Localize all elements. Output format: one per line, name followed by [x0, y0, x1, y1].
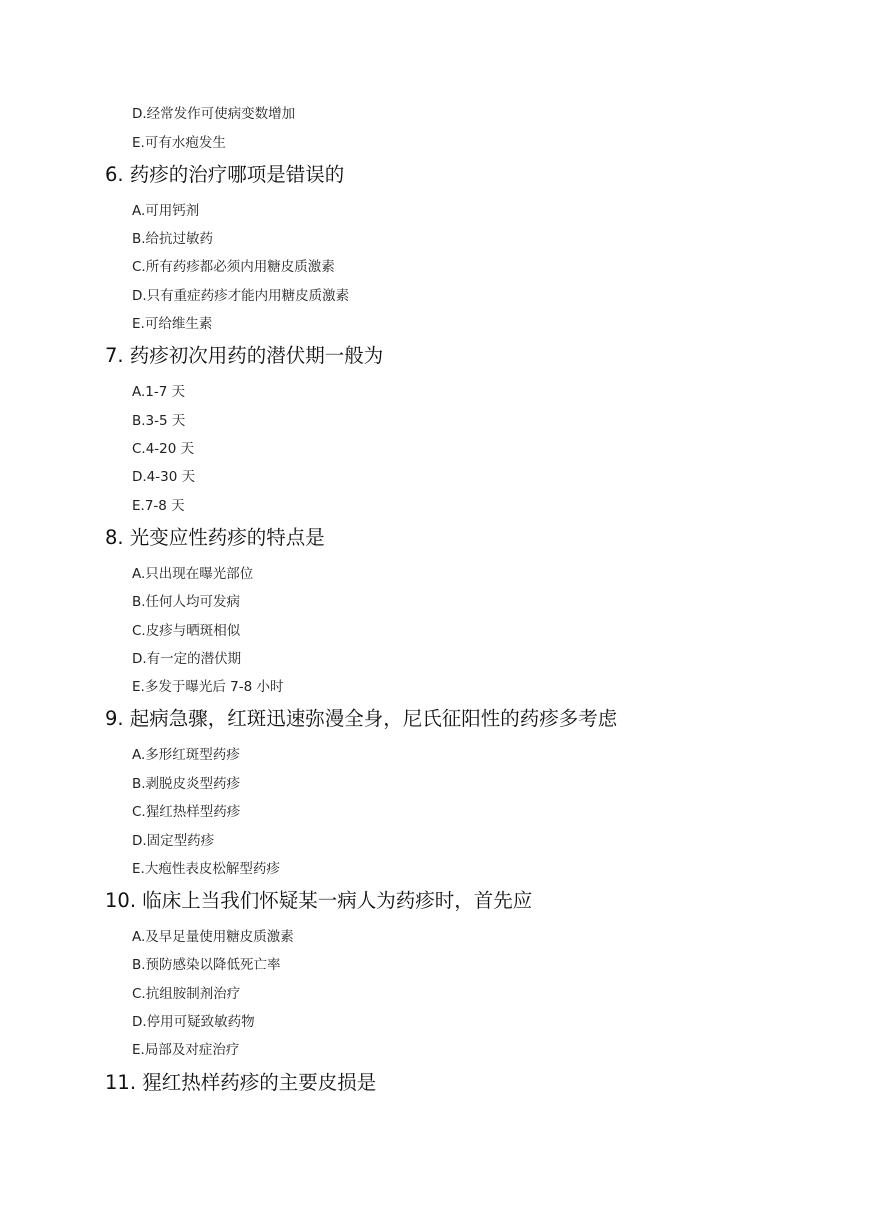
option-8b: B.任何人均可发病	[132, 594, 241, 610]
option-5e: E.可有水疱发生	[132, 135, 226, 151]
option-6e: E.可给维生素	[132, 316, 213, 332]
option-7e: E.7-8 天	[132, 498, 185, 514]
option-10a: A.及早足量使用糖皮质激素	[132, 929, 294, 945]
option-8c: C.皮疹与晒斑相似	[132, 623, 241, 639]
option-9a: A.多形红斑型药疹	[132, 747, 240, 763]
option-8a: A.只出现在曝光部位	[132, 566, 254, 582]
question-7: 7. 药疹初次用药的潜伏期一般为	[105, 344, 384, 367]
option-10c: C.抗组胺制剂治疗	[132, 986, 241, 1002]
question-8: 8. 光变应性药疹的特点是	[105, 526, 325, 549]
option-7a: A.1-7 天	[132, 384, 186, 400]
option-10e: E.局部及对症治疗	[132, 1042, 240, 1058]
option-7b: B.3-5 天	[132, 413, 186, 429]
option-7d: D.4-30 天	[132, 469, 196, 485]
option-6c: C.所有药疹都必须内用糖皮质激素	[132, 259, 335, 275]
option-9e: E.大疱性表皮松解型药疹	[132, 861, 280, 877]
question-10: 10. 临床上当我们怀疑某一病人为药疹时，首先应	[105, 889, 533, 912]
option-6b: B.给抗过敏药	[132, 231, 214, 247]
question-9: 9. 起病急骤，红斑迅速弥漫全身，尼氏征阳性的药疹多考虑	[105, 707, 618, 730]
question-11: 11. 猩红热样药疹的主要皮损是	[105, 1071, 377, 1094]
option-10d: D.停用可疑致敏药物	[132, 1014, 255, 1030]
option-6d: D.只有重症药疹才能内用糖皮质激素	[132, 288, 350, 304]
option-10b: B.预防感染以降低死亡率	[132, 957, 281, 973]
option-6a: A.可用钙剂	[132, 203, 200, 219]
option-7c: C.4-20 天	[132, 441, 195, 457]
question-6: 6. 药疹的治疗哪项是错误的	[105, 163, 345, 186]
option-9b: B.剥脱皮炎型药疹	[132, 776, 241, 792]
option-5d: D.经常发作可使病变数增加	[132, 106, 296, 122]
option-8e: E.多发于曝光后 7-8 小时	[132, 679, 284, 695]
option-9c: C.猩红热样型药疹	[132, 804, 241, 820]
option-9d: D.固定型药疹	[132, 833, 215, 849]
option-8d: D.有一定的潜伏期	[132, 651, 242, 667]
